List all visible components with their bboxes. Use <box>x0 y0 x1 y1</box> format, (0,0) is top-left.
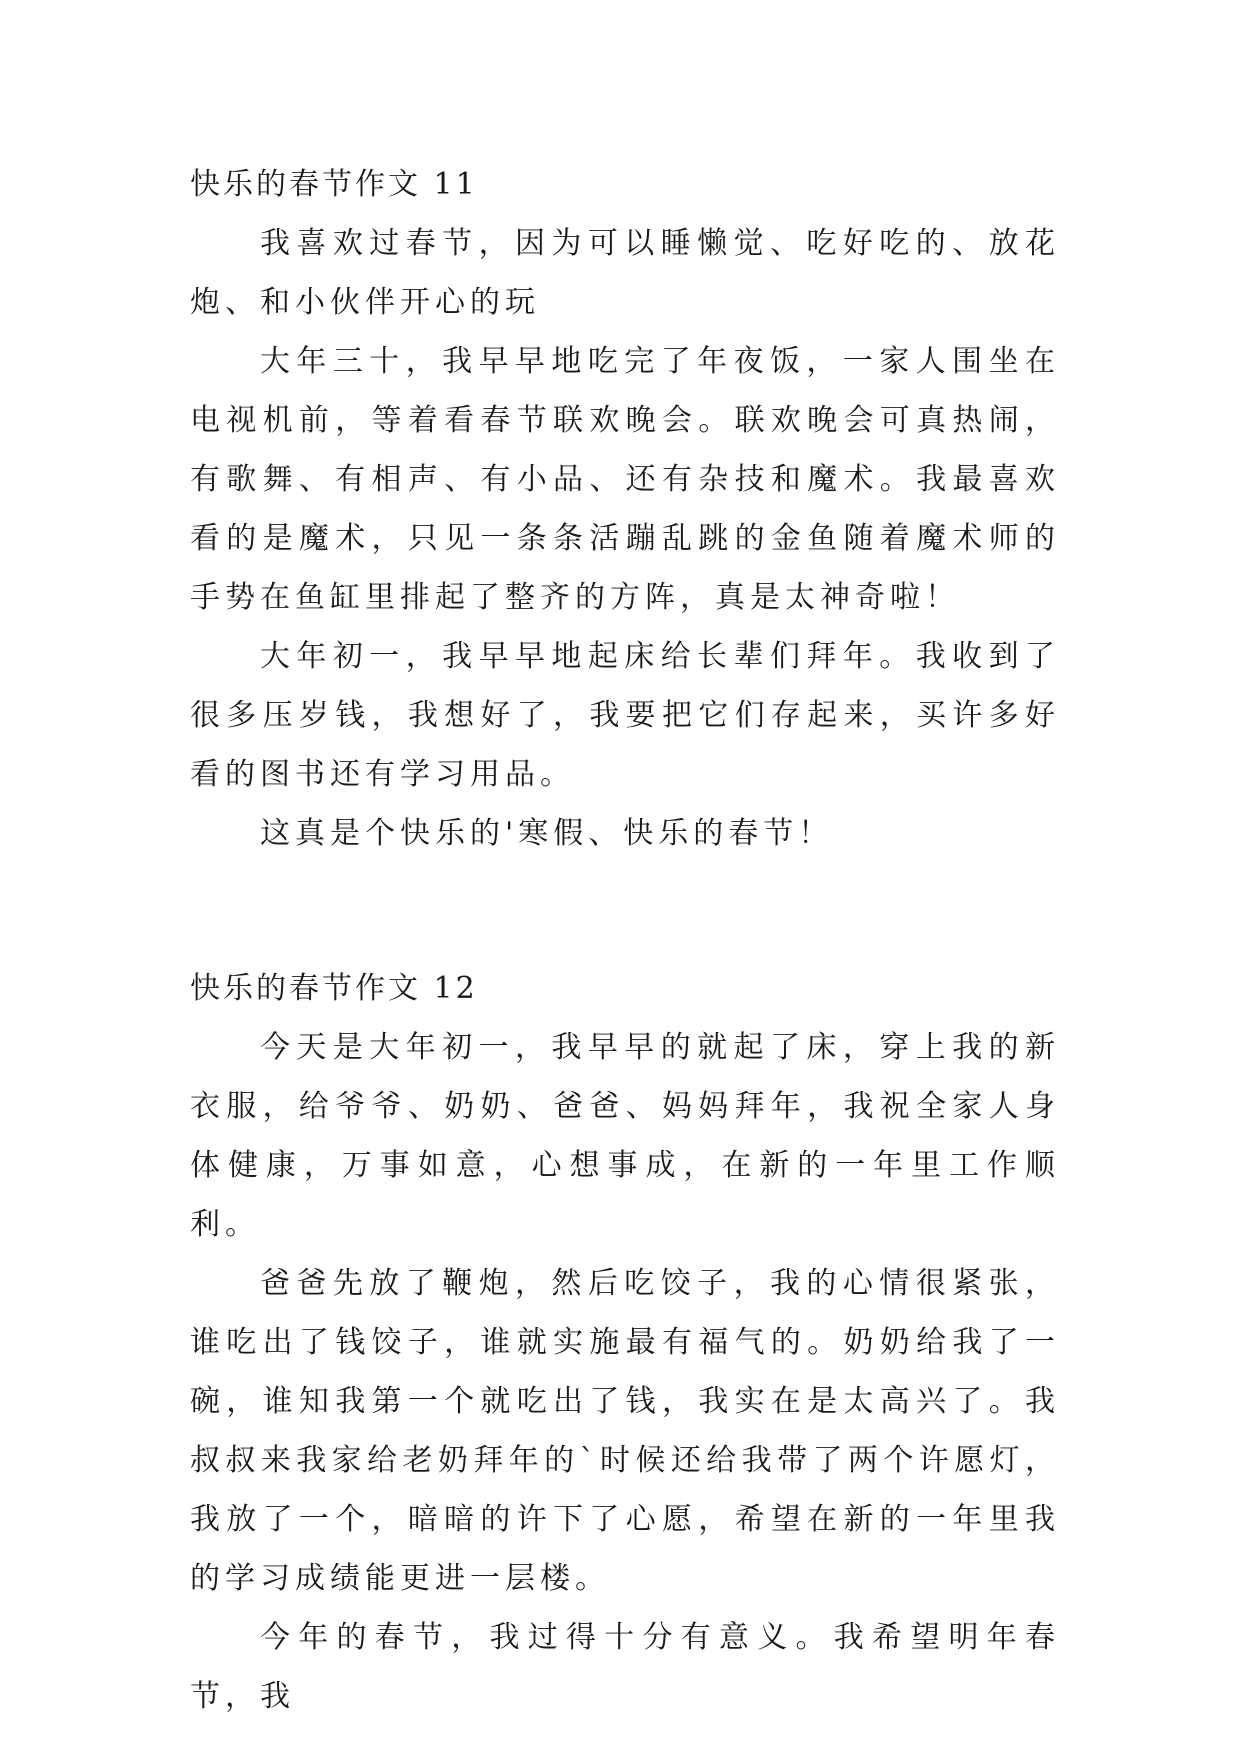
essay-title: 快乐的春节作文 11 <box>190 167 478 202</box>
essay-title: 快乐的春节作文 12 <box>190 971 478 1006</box>
essay-paragraph: 今年的春节，我过得十分有意义。我希望明年春节，我 <box>190 1620 1060 1714</box>
essay-paragraph: 爸爸先放了鞭炮，然后吃饺子，我的心情很紧张，谁吃出了钱饺子，谁就实施最有福气的。奶奶给我了一碗，谁知我第一个就吃出了钱，我实在是太高兴了。我叔叔来我家给老奶拜年的`时候还给我带了两个许愿灯，我放了一个，暗暗的许下了心愿，希望在新的一年里我的学习成绩能更进一层楼。 <box>190 1266 1060 1596</box>
section-spacer <box>190 863 1060 959</box>
document-page <box>190 155 1060 1726</box>
essay-12 <box>190 959 1060 1726</box>
essay-11 <box>190 155 1060 863</box>
essay-paragraph: 大年初一，我早早地起床给长辈们拜年。我收到了很多压岁钱，我想好了，我要把它们存起来，买许多好看的图书还有学习用品。 <box>190 639 1060 792</box>
essay-paragraph: 今天是大年初一，我早早的就起了床，穿上我的新衣服，给爷爷、奶奶、爸爸、妈妈拜年，我祝全家人身体健康，万事如意，心想事成，在新的一年里工作顺利。 <box>190 1030 1060 1242</box>
essay-paragraph: 大年三十，我早早地吃完了年夜饭，一家人围坐在电视机前，等着看春节联欢晚会。联欢晚会可真热闹，有歌舞、有相声、有小品、还有杂技和魔术。我最喜欢看的是魔术，只见一条条活蹦乱跳的金鱼随着魔术师的手势在鱼缸里排起了整齐的方阵，真是太神奇啦！ <box>190 344 1060 615</box>
essay-paragraph: 我喜欢过春节，因为可以睡懒觉、吃好吃的、放花炮、和小伙伴开心的玩 <box>190 226 1060 320</box>
essay-paragraph: 这真是个快乐的'寒假、快乐的春节！ <box>260 816 834 851</box>
